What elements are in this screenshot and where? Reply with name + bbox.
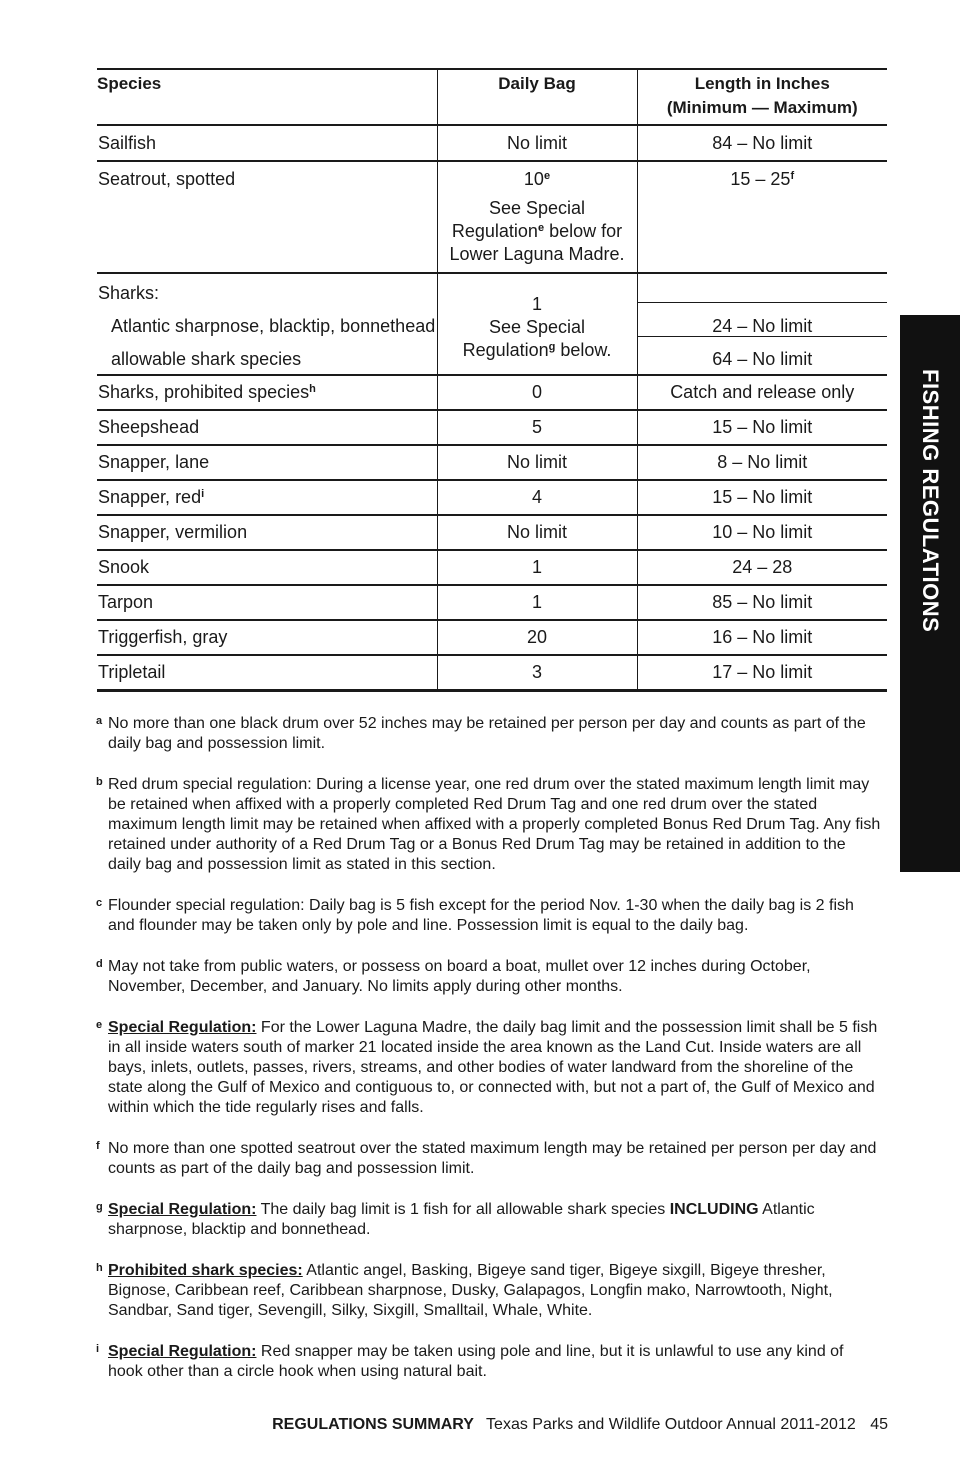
species-cell [97, 273, 437, 375]
species-cell: Snapper, vermilion [97, 515, 437, 550]
length-cell: 15 – No limit [637, 410, 887, 445]
species-cell: Snapper, lane [97, 445, 437, 480]
length-value: 24 – No limit [712, 316, 813, 336]
footnote-text: For the Lower Laguna Madre, the daily bag limit and the possession limit shall be 5 fish in all inside waters south of marker 21 located inside the area known as the Land Cut. Inside waters are all bays, inlets, outlets, passes, rivers, streams, and other bodies of water landward from the shoreline of the state along the Gulf of Mexico and contiguous to, or connected with, but not a part of, the Gulf of Mexico and within which the tide regularly rises and falls. [108, 1019, 878, 1116]
table-row [97, 480, 887, 515]
footnote-i [96, 1342, 881, 1382]
length-value: 15 – 25 [730, 169, 791, 189]
note-text: below. [555, 340, 612, 360]
page-footer [272, 1416, 888, 1434]
table-row-sharks [97, 273, 887, 375]
footnote-text: Red drum special regulation: During a license year, one red drum over the stated maximum length limit may be retained when affixed with a properly completed Red Drum Tag and one red drum over the stated maximum length limit may be retained when affixed with a properly completed Bonus Red Drum Tag. Any fish retained under authority of a Red Drum Tag or a Bonus Red Drum Tag may be retained in addition to the daily bag and possession limit as stated in this section. [108, 776, 881, 873]
bag-cell: 3 [437, 655, 637, 691]
length-value: 64 – No limit [712, 349, 813, 369]
sharks-subspecies: allowable shark species [111, 349, 302, 369]
footnote-text: Flounder special regulation: Daily bag is 5 fish except for the period Nov. 1-30 when the daily bag is 2 fish and flounder may be taken only by pole and line. Possession limit is equal to the daily bag. [108, 897, 854, 934]
footnote-mark: c [96, 897, 103, 909]
footnote-text: Atlantic angel, Basking, Bigeye sand tiger, Bigeye sixgill, Bigeye thresher, Bignose, Caribbean reef, Caribbean sharpnose, Dusky, Galapagos, Longfin mako, Narrowtooth, Night, Sandbar, Sand tiger, Sevengill, Silky, Sixgill, Smalltail, Whale, White. [108, 1262, 833, 1319]
note-text: Regulation [451, 221, 538, 241]
length-cell: 15 – No limit [637, 480, 887, 515]
footnote-h [96, 1261, 881, 1321]
length-cell: 17 – No limit [637, 655, 887, 691]
table-header-row [97, 69, 887, 125]
bag-cell: 4 [437, 480, 637, 515]
footnote-ref: e [543, 170, 551, 182]
footnote-ref: i [201, 488, 205, 500]
species-cell: Sailfish [97, 125, 437, 161]
footnote-ref: f [790, 170, 795, 182]
bag-value: 1 [531, 294, 542, 314]
header-daily-bag: Daily Bag [437, 69, 637, 125]
footnote-text: Atlantic sharpnose, blacktip and bonnethead. [108, 1201, 815, 1238]
sharks-subspecies: Atlantic sharpnose, blacktip, bonnethead [111, 316, 436, 336]
footnote-emphasis: INCLUDING [669, 1201, 759, 1218]
footnote-mark: b [96, 776, 103, 788]
table-row [97, 585, 887, 620]
bag-cell [437, 161, 637, 273]
bag-cell: 1 [437, 550, 637, 585]
bag-cell: 5 [437, 410, 637, 445]
header-length [637, 69, 887, 125]
length-cell: 84 – No limit [637, 125, 887, 161]
sharks-group-label: Sharks: [98, 283, 160, 303]
footnote-label: Prohibited shark species: [108, 1262, 303, 1279]
species-cell [97, 375, 437, 410]
table-row [97, 445, 887, 480]
bag-cell: 0 [437, 375, 637, 410]
footnote-c [96, 896, 881, 936]
footnote-mark: e [96, 1019, 103, 1031]
footnote-text: No more than one black drum over 52 inches may be retained per person per day and counts as part of the daily bag and possession limit. [108, 715, 866, 752]
species-cell: Triggerfish, gray [97, 620, 437, 655]
length-cell: 16 – No limit [637, 620, 887, 655]
note-text: Lower Laguna Madre. [449, 244, 625, 264]
species-cell: Seatrout, spotted [97, 161, 437, 273]
length-cell: 8 – No limit [637, 445, 887, 480]
footnote-mark: h [96, 1262, 103, 1274]
side-tab-label: FISHING REGULATIONS [918, 369, 943, 633]
bag-cell: No limit [437, 445, 637, 480]
footnote-d [96, 957, 881, 997]
species-cell [97, 480, 437, 515]
table-row [97, 410, 887, 445]
footnote-label: Special Regulation: [108, 1201, 257, 1218]
footnote-mark: f [96, 1140, 100, 1152]
header-length-line2: (Minimum — Maximum) [666, 98, 858, 117]
header-species: Species [97, 69, 437, 125]
table-row [97, 655, 887, 691]
row-divider [638, 336, 888, 337]
species-cell: Sheepshead [97, 410, 437, 445]
note-text: See Special [488, 198, 586, 218]
footnote-mark: i [96, 1343, 100, 1355]
footnote-mark: g [96, 1201, 103, 1213]
footnote-label: Special Regulation: [108, 1019, 257, 1036]
bag-cell: 20 [437, 620, 637, 655]
bag-cell: No limit [437, 125, 637, 161]
footnote-ref: h [309, 383, 316, 395]
length-cell: 24 – 28 [637, 550, 887, 585]
page-number: 45 [870, 1416, 888, 1433]
bag-cell: No limit [437, 515, 637, 550]
footer-section-title: REGULATIONS SUMMARY [272, 1416, 474, 1433]
species-name: Sharks, prohibited species [98, 382, 310, 402]
footnote-ref: e [537, 222, 545, 234]
footnote-ref: g [548, 341, 556, 353]
note-text: below for [544, 221, 623, 241]
header-length-line1: Length in Inches [694, 74, 830, 93]
footnote-mark: a [96, 715, 103, 727]
length-cell: 10 – No limit [637, 515, 887, 550]
footnote-text: The daily bag limit is 1 fish for all allowable shark species [256, 1201, 670, 1218]
section-side-tab [900, 315, 960, 872]
bag-special-note [438, 197, 637, 266]
footnote-label: Special Regulation: [108, 1343, 257, 1360]
footer-publication: Texas Parks and Wildlife Outdoor Annual 2011-2012 [486, 1416, 856, 1433]
footnote-f [96, 1139, 881, 1179]
note-text: Regulation [462, 340, 549, 360]
table-row [97, 161, 887, 273]
species-name: Snapper, red [98, 487, 202, 507]
table-row [97, 125, 887, 161]
table-row [97, 620, 887, 655]
table-row [97, 375, 887, 410]
row-divider [638, 302, 888, 303]
footnote-text: May not take from public waters, or possess on board a boat, mullet over 12 inches during October, November, December, and January. No limits apply during other months. [108, 958, 811, 995]
species-cell: Tripletail [97, 655, 437, 691]
bag-value: 10 [523, 169, 544, 189]
length-cell: 85 – No limit [637, 585, 887, 620]
length-cell [637, 273, 887, 375]
footnote-text: Red snapper may be taken using pole and line, but it is unlawful to use any kind of hook other than a circle hook when using natural bait. [108, 1343, 844, 1380]
regulations-table [97, 68, 887, 692]
footnote-b [96, 775, 881, 875]
note-text: See Special [488, 317, 586, 337]
species-cell: Tarpon [97, 585, 437, 620]
footnote-text: No more than one spotted seatrout over the stated maximum length may be retained per person per day and counts as part of the daily bag and possession limit. [108, 1140, 877, 1177]
footnote-g [96, 1200, 881, 1240]
footnote-a [96, 714, 881, 754]
footnotes-section [96, 714, 881, 1403]
bag-cell [437, 273, 637, 375]
footnote-mark: d [96, 958, 103, 970]
table-row [97, 550, 887, 585]
species-cell: Snook [97, 550, 437, 585]
bag-cell: 1 [437, 585, 637, 620]
length-cell: Catch and release only [637, 375, 887, 410]
footnote-e [96, 1018, 881, 1118]
length-cell [637, 161, 887, 273]
table-row [97, 515, 887, 550]
